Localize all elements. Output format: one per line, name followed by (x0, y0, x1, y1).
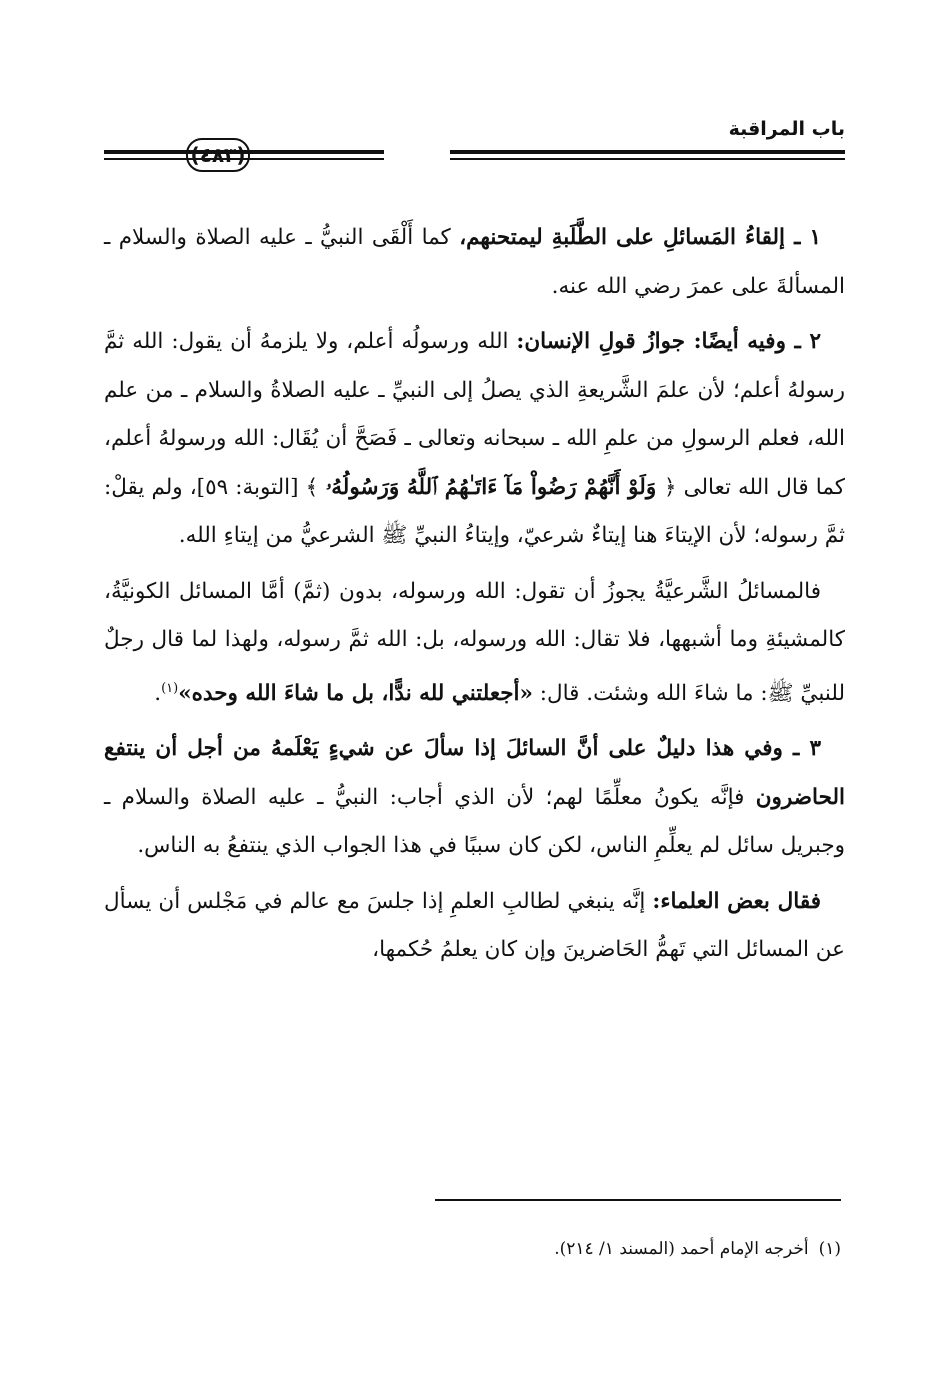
header-rule-right (450, 150, 845, 160)
paragraph-3 (104, 568, 845, 719)
paragraph-5-text: إنَّه ينبغي لطالبِ العلمِ إذا جلسَ مع عالم في مَجْلس أن يسأل عن المسائل التي تَهمُّ الحَاضرينَ وإن كان يعلمُ حُكمها، (104, 888, 845, 963)
paragraph-2-heading: ٢ ـ وفيه أيضًا: جوازُ قولِ الإنسان: (516, 329, 821, 354)
paragraph-2-text-continued: [التوبة: ٥٩]، ولم يقلْ: ثمَّ رسوله؛ لأن الإيتاءَ هنا إيتاءٌ شرعيّ، وإيتاءُ النبيِّ ﷺ الشرعيُّ من إيتاءِ الله. (104, 474, 845, 548)
verse-close-bracket: ﴾ (305, 474, 319, 500)
quran-verse: وَلَوْ أَنَّهُمْ رَضُواْ مَآ ءَاتَـٰهُمُ ٱللَّهُ وَرَسُولُهُۥ (318, 474, 664, 500)
paragraph-2 (104, 318, 845, 561)
footnote-text: أخرجه الإمام أحمد (المسند ١/ ٢١٤). (554, 1239, 809, 1259)
header-rule-left (104, 150, 384, 160)
paragraph-1 (104, 214, 845, 311)
paragraph-3-tail: . (154, 680, 162, 706)
paragraph-5 (104, 878, 845, 975)
paragraph-4 (104, 725, 845, 871)
page-body (104, 214, 845, 975)
footnote (100, 1234, 841, 1264)
footnote-separator (435, 1199, 841, 1201)
page-header (104, 112, 845, 172)
footnote-mark: (١) (818, 1239, 841, 1259)
paragraph-4-text: فإنَّه يكونُ معلِّمًا لهم؛ لأن الذي أجاب: النبيُّ ـ عليه الصلاة والسلام ـ وجبريل سائل لم يعلِّمِ الناس، لكن كان سببًا في هذا الجواب الذي ينتفعُ به الناس. (104, 784, 845, 859)
paragraph-5-heading: فقال بعض العلماء: (652, 888, 821, 914)
hadith-quote: «أجعلتني لله ندًّا، بل ما شاءَ الله وحده» (178, 680, 533, 706)
page-number: (٤٨٣) (186, 138, 250, 172)
paragraph-2-text: الله ورسولُه أعلم، ولا يلزمهُ أن يقول: الله ثمَّ رسولهُ أعلم؛ لأن علمَ الشَّريعةِ الذي يصلُ إلى النبيِّ ـ عليه الصلاةُ والسلام ـ من علم الله، فعلم الرسولِ من علمِ الله ـ سبحانه وتعالى ـ فَصَحَّ أن يُقَال: الله ورسولهُ أعلم، كما قال الله تعالى (104, 329, 845, 500)
verse-open-bracket: ﴿ (663, 474, 677, 500)
paragraph-1-text: كما أَلْقَى النبيُّ ـ عليه الصلاة والسلام ـ المسألةَ على عمرَ رضي الله عنه. (104, 225, 845, 299)
footnote-reference[interactable]: (١) (161, 680, 179, 696)
paragraph-4-heading: ٣ ـ وفي هذا دليلٌ على أنَّ السائلَ إذا سألَ عن شيءٍ يَعْلَمهُ من أجل أن ينتفع الحاضرون (104, 736, 845, 810)
paragraph-1-heading: ١ ـ إلقاءُ المَسائلِ على الطَّلَبةِ ليمتحنهم، (459, 225, 821, 250)
chapter-title: باب المراقبة (728, 118, 845, 140)
paragraph-3-text: فالمسائلُ الشَّرعيَّةُ يجوزُ أن تقول: الله ورسوله، بدون (ثمَّ) أمَّا المسائل الكونيَّةُ، كالمشيئةِ وما أشبهها، فلا تقال: الله ورسوله، بل: الله ثمَّ رسوله، ولهذا لما قال رجلٌ للنبيِّ ﷺ: ما شاءَ الله وشئت. قال: (104, 578, 845, 706)
